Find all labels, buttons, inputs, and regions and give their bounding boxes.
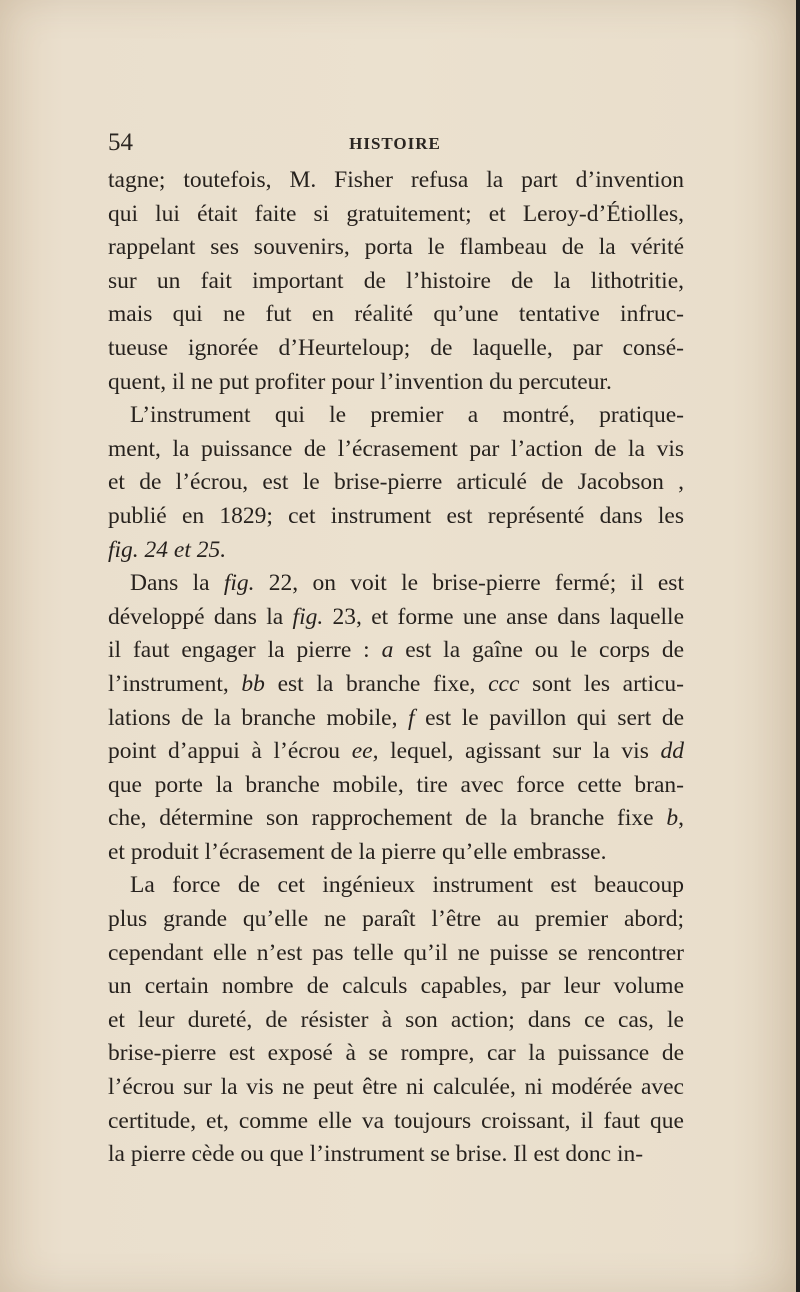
text-line xyxy=(108,298,684,332)
text-line xyxy=(108,366,684,400)
text-line xyxy=(108,399,684,433)
text-segment: et produit l’écrasement de la pierre qu’elle embrasse. xyxy=(108,838,607,865)
text-line xyxy=(108,433,684,467)
text-line xyxy=(108,534,684,568)
text-line xyxy=(108,500,684,534)
text-line xyxy=(108,1138,684,1172)
text-line xyxy=(108,567,684,601)
text-segment: sont les articu- xyxy=(519,670,685,697)
text-line xyxy=(108,769,684,803)
text-segment: tagne; toutefois, M. Fisher refusa la part d’invention xyxy=(108,167,684,193)
text-line xyxy=(108,802,684,836)
text-segment: mais qui ne fut en réalité qu’une tentative infruc- xyxy=(108,301,684,328)
text-segment: tueuse ignorée d’Heurteloup; de laquelle, par consé- xyxy=(108,334,684,361)
italic-text: fig. xyxy=(292,603,324,630)
italic-text: fig. xyxy=(223,570,255,597)
text-segment: che, détermine son rapprochement de la branche fixe xyxy=(108,805,667,832)
text-line xyxy=(108,668,684,702)
text-segment: La force de cet ingénieux instrument est beaucoup xyxy=(130,872,684,899)
text-line xyxy=(108,164,684,198)
text-line xyxy=(108,466,684,500)
text-line xyxy=(108,634,684,668)
text-line xyxy=(108,231,684,265)
italic-text: ccc xyxy=(488,670,520,697)
text-line xyxy=(108,1105,684,1139)
text-line xyxy=(108,937,684,971)
text-line xyxy=(108,601,684,635)
text-line xyxy=(108,1037,684,1071)
text-segment: certitude, et, comme elle va toujours croissant, il faut que xyxy=(108,1107,684,1134)
text-segment: la pierre cède ou que l’instrument se brise. Il est donc in- xyxy=(108,1141,644,1168)
text-segment: et leur dureté, de résister à son action; dans ce cas, le xyxy=(108,1006,684,1033)
text-segment: 23, et forme une anse dans laquelle xyxy=(323,603,684,630)
text-segment: , xyxy=(678,805,684,832)
text-line xyxy=(108,735,684,769)
italic-text: fig. 24 et 25. xyxy=(108,536,227,563)
text-segment: plus grande qu’elle ne paraît l’être au premier abord; xyxy=(108,906,684,933)
text-line xyxy=(108,1071,684,1105)
text-segment: L’instrument qui le premier a montré, pratique- xyxy=(130,402,684,429)
italic-text: bb xyxy=(241,670,265,697)
text-segment: brise-pierre est exposé à se rompre, car la puissance de xyxy=(108,1040,684,1067)
italic-text: dd xyxy=(660,738,684,765)
page-header xyxy=(108,128,682,158)
text-segment: 22, on voit le brise-pierre fermé; il est xyxy=(254,570,684,597)
text-segment: il faut engager la pierre : xyxy=(108,637,382,664)
text-line xyxy=(108,702,684,736)
text-line xyxy=(108,970,684,1004)
text-line xyxy=(108,265,684,299)
body-text xyxy=(108,164,684,1172)
text-segment: lations de la branche mobile, xyxy=(108,704,409,731)
text-segment: est la branche fixe, xyxy=(264,670,489,697)
text-line xyxy=(108,869,684,903)
text-segment: l’instrument, xyxy=(108,670,242,697)
text-segment: sur un fait important de l’histoire de la lithotritie, xyxy=(108,267,684,294)
text-segment: un certain nombre de calculs capables, par leur volume xyxy=(108,973,684,1000)
italic-text: ee, xyxy=(351,738,379,765)
text-segment: Dans la xyxy=(130,570,224,597)
text-segment: est le pavillon qui sert de xyxy=(414,704,684,731)
text-segment: ment, la puissance de l’écrasement par l’action de la vis xyxy=(108,435,684,462)
text-segment: qui lui était faite si gratuitement; et Leroy-d’Étiolles, xyxy=(108,200,684,227)
text-line xyxy=(108,1004,684,1038)
text-segment: développé dans la xyxy=(108,603,293,630)
scan-edge xyxy=(796,0,800,1292)
text-segment: est la gaîne ou le corps de xyxy=(393,637,685,664)
text-line xyxy=(108,836,684,870)
italic-text: f xyxy=(408,704,415,731)
text-line xyxy=(108,903,684,937)
text-segment: point d’appui à l’écrou xyxy=(108,738,352,765)
text-segment: lequel, agissant sur la vis xyxy=(378,738,661,765)
text-segment: quent, il ne put profiter pour l’invention du percuteur. xyxy=(108,368,612,395)
italic-text: b xyxy=(666,805,679,832)
page-number: 54 xyxy=(108,129,133,156)
running-title: HISTOIRE xyxy=(349,134,441,153)
text-segment: et de l’écrou, est le brise-pierre articulé de Jacobson , xyxy=(108,469,684,496)
text-segment: l’écrou sur la vis ne peut être ni calculée, ni modérée avec xyxy=(108,1074,684,1101)
text-line xyxy=(108,332,684,366)
italic-text: a xyxy=(381,637,394,664)
text-segment: publié en 1829; cet instrument est représenté dans les xyxy=(108,502,684,529)
text-line xyxy=(108,198,684,232)
text-segment: que porte la branche mobile, tire avec force cette bran- xyxy=(108,771,684,798)
text-segment: cependant elle n’est pas telle qu’il ne puisse se rencontrer xyxy=(108,939,684,966)
text-segment: rappelant ses souvenirs, porta le flambeau de la vérité xyxy=(108,234,684,261)
